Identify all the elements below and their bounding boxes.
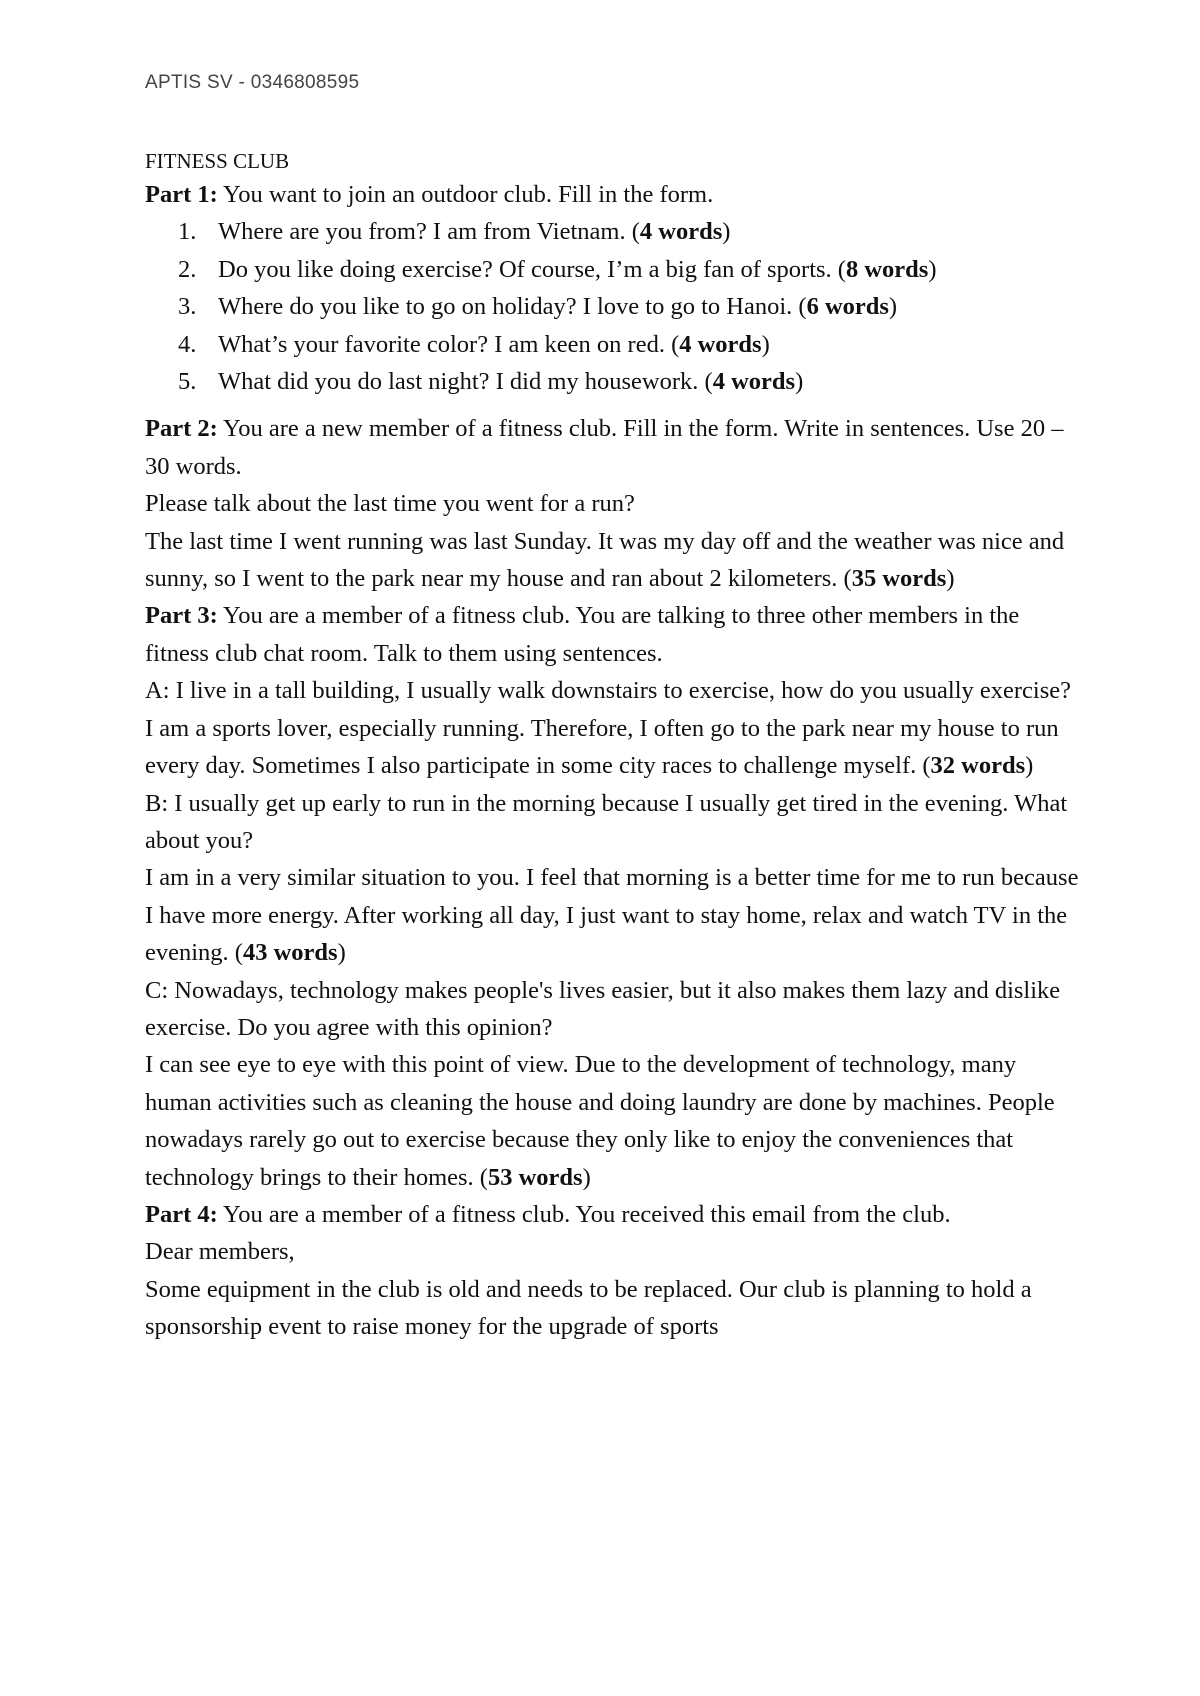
part4-intro: You are a member of a fitness club. You received this email from the club. xyxy=(217,1200,951,1228)
word-count: 53 words xyxy=(487,1163,583,1191)
part3-b-question: B: I usually get up early to run in the morning because I usually get tired in the evening. What about you? xyxy=(145,789,1068,854)
list-text: Do you like doing exercise? Of course, I’m a big fan of sports. ( xyxy=(218,255,846,283)
part3-a-answer xyxy=(145,710,1085,785)
close-paren: ) xyxy=(582,1163,591,1191)
document-title: FITNESS CLUB xyxy=(145,149,290,173)
word-count: 4 words xyxy=(679,330,762,358)
list-text: What’s your favorite color? I am keen on red. ( xyxy=(218,330,680,358)
list-number: 1. xyxy=(178,218,197,246)
list-item xyxy=(178,288,1085,325)
document-body xyxy=(145,146,1085,1346)
part2-intro: You are a new member of a fitness club. Fill in the form. Write in sentences. Use 20 – 30 words. xyxy=(145,415,1064,480)
list-number: 5. xyxy=(178,368,197,396)
list-item xyxy=(178,213,1085,250)
part3-c-answer-text: I can see eye to eye with this point of view. Due to the development of technology, many human activities such as cleaning the house and doing laundry are done by machines. People nowadays rarely go out to exercise because they only like to enjoy the conveniences that technology brings to their homes. ( xyxy=(145,1051,1055,1191)
close-paren: ) xyxy=(337,939,346,967)
word-count: 6 words xyxy=(806,293,889,321)
page-header: APTIS SV - 0346808595 xyxy=(145,72,360,93)
list-number: 3. xyxy=(178,293,197,321)
part2-heading xyxy=(145,410,1085,485)
part1-heading xyxy=(145,176,1085,213)
list-text: Where are you from? I am from Vietnam. ( xyxy=(218,218,640,246)
part3-c-question: C: Nowadays, technology makes people's lives easier, but it also makes them lazy and dislike exercise. Do you agree with this opinion? xyxy=(145,976,1061,1041)
word-count: 35 words xyxy=(851,565,947,593)
list-item xyxy=(178,363,1085,400)
close-paren: ) xyxy=(795,368,804,396)
close-paren: ) xyxy=(928,255,937,283)
part3-b-answer-text: I am in a very similar situation to you. I feel that morning is a better time for me to run because I have more energy. After working all day, I just want to stay home, relax and watch TV in the evening. ( xyxy=(145,864,1079,967)
word-count: 4 words xyxy=(639,218,723,246)
part1-intro: You want to join an outdoor club. Fill in the form. xyxy=(217,181,714,208)
list-text: Where do you like to go on holiday? I love to go to Hanoi. ( xyxy=(218,293,807,321)
part1-label: Part 1: xyxy=(145,181,218,208)
list-number: 4. xyxy=(178,330,197,358)
part4-greeting: Dear members, xyxy=(145,1238,295,1266)
list-text: What did you do last night? I did my housework. ( xyxy=(218,368,713,396)
list-item xyxy=(178,326,1085,363)
part3-heading xyxy=(145,597,1085,672)
part2-question: Please talk about the last time you went for a run? xyxy=(145,490,635,518)
part1-list xyxy=(145,213,1085,400)
word-count: 4 words xyxy=(712,368,796,396)
part4-label: Part 4: xyxy=(145,1200,218,1228)
part3-a-answer-text: I am a sports lover, especially running. Therefore, I often go to the park near my house to run every day. Sometimes I also participate in some city races to challenge myself. ( xyxy=(145,714,1059,780)
part3-label: Part 3: xyxy=(145,602,218,630)
part4-heading xyxy=(145,1196,1085,1233)
close-paren: ) xyxy=(1025,752,1034,780)
part3-a-question: A: I live in a tall building, I usually walk downstairs to exercise, how do you usually exercise? xyxy=(145,677,1072,705)
word-count: 43 words xyxy=(242,939,338,967)
close-paren: ) xyxy=(722,218,731,246)
part3-c-answer xyxy=(145,1046,1085,1196)
part2-answer-text: The last time I went running was last Sunday. It was my day off and the weather was nice and sunny, so I went to the park near my house and ran about 2 kilometers. ( xyxy=(145,527,1065,593)
close-paren: ) xyxy=(761,330,770,358)
list-number: 2. xyxy=(178,255,197,283)
part4-body: Some equipment in the club is old and needs to be replaced. Our club is planning to hold a sponsorship event to raise money for the upgrade of sports xyxy=(145,1275,1032,1341)
list-item xyxy=(178,251,1085,288)
part3-b-answer xyxy=(145,859,1085,971)
close-paren: ) xyxy=(946,565,955,593)
part2-answer xyxy=(145,523,1085,598)
part2-label: Part 2: xyxy=(145,415,218,443)
part3-intro: You are a member of a fitness club. You are talking to three other members in the fitness club chat room. Talk to them using sentences. xyxy=(145,602,1020,667)
word-count: 8 words xyxy=(845,255,929,283)
close-paren: ) xyxy=(888,293,898,321)
word-count: 32 words xyxy=(930,752,1026,780)
